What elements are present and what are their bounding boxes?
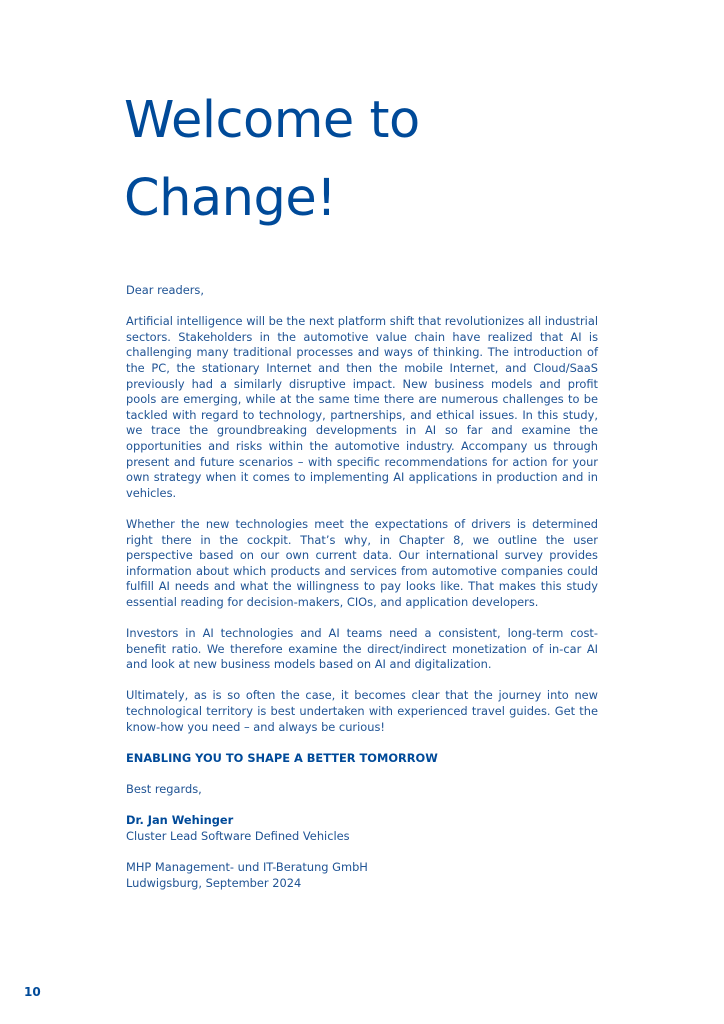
page-title-line-1: Welcome to bbox=[124, 91, 420, 150]
page-title bbox=[124, 82, 420, 238]
company-name: MHP Management- und IT-Beratung GmbH bbox=[126, 859, 368, 874]
signature-block bbox=[126, 813, 598, 844]
closing: Best regards, bbox=[126, 782, 202, 796]
body-paragraph-4: Ultimately, as is so often the case, it becomes clear that the journey into new technological territory is best undertaken with experienced travel guides. Get the know-how you need – and always be curious! bbox=[126, 688, 598, 734]
body-paragraph-3: Investors in AI technologies and AI teams need a consistent, long-term cost-benefit ratio. We therefore examine the direct/indirect monetization of in-car AI and look at new business models based on AI and digitalization. bbox=[126, 626, 598, 672]
signature-name: Dr. Jan Wehinger bbox=[126, 813, 234, 828]
page-number: 10 bbox=[24, 985, 41, 999]
slogan: ENABLING YOU TO SHAPE A BETTER TOMORROW bbox=[126, 750, 438, 765]
company-block bbox=[126, 860, 598, 891]
signature-role: Cluster Lead Software Defined Vehicles bbox=[126, 828, 350, 843]
letter-body bbox=[126, 283, 598, 907]
place-date: Ludwigsburg, September 2024 bbox=[126, 875, 302, 890]
salutation: Dear readers, bbox=[126, 283, 204, 297]
page-title-line-2: Change! bbox=[124, 169, 337, 228]
body-paragraph-2: Whether the new technologies meet the expectations of drivers is determined right there in the cockpit. That’s why, in Chapter 8, we outline the user perspective based on our own current data. Our international survey provides information about which products and services from automotive companies could fulfill AI needs and what the willingness to pay looks like. That makes this study essential reading for decision-makers, CIOs, and application developers. bbox=[126, 516, 598, 609]
body-paragraph-1: Artificial intelligence will be the next platform shift that revolutionizes all industrial sectors. Stakeholders in the automotive value chain have realized that AI is challenging many traditional processes and ways of thinking. The introduction of the PC, the stationary Internet and then the mobile Internet, and Cloud/SaaS previously had a similarly disruptive impact. New business models and profit pools are emerging, while at the same time there are numerous challenges to be tackled with regard to technology, partnerships, and ethical issues. In this study, we trace the groundbreaking developments in AI so far and examine the opportunities and risks within the automotive industry. Accompany us through present and future scenarios – with specific recommendations for action for your own strategy when it comes to implementing AI applications in production and in vehicles. bbox=[126, 314, 598, 500]
